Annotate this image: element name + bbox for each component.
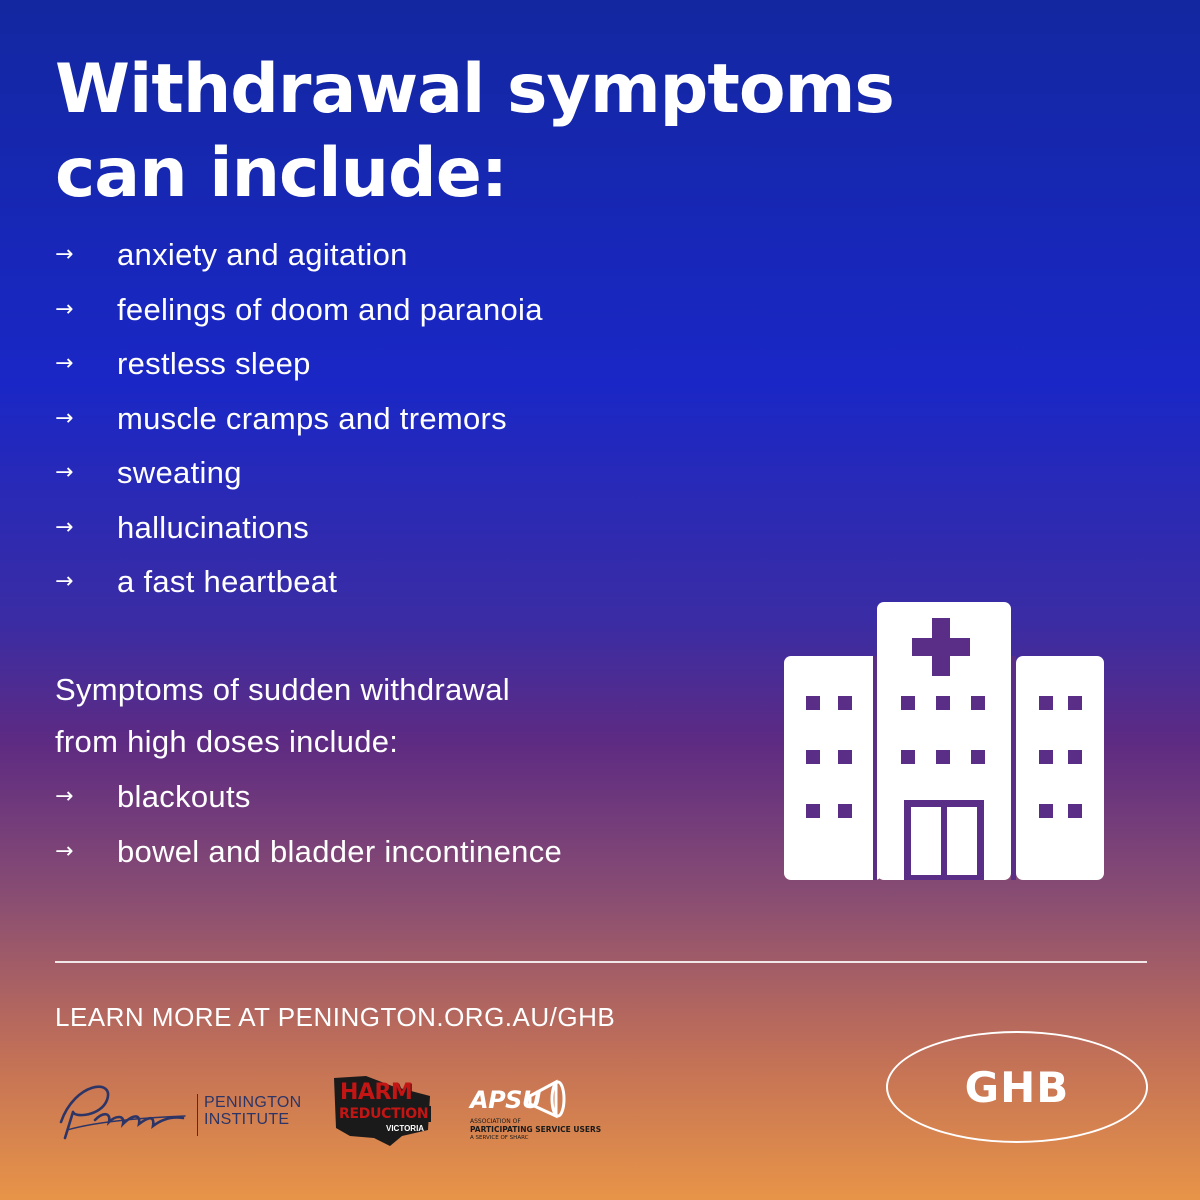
list-item-label: anxiety and agitation xyxy=(117,237,408,272)
list-item-label: sweating xyxy=(117,455,242,490)
arrow-right-icon: → xyxy=(55,514,74,540)
list-item xyxy=(55,291,543,350)
list-item-label: blackouts xyxy=(117,779,251,814)
apsu-wordmark: APSU xyxy=(470,1086,541,1114)
penington-wordmark xyxy=(204,1094,302,1128)
learn-more-link[interactable]: LEARN MORE AT PENINGTON.ORG.AU/GHB xyxy=(55,1002,616,1032)
list-item xyxy=(55,564,543,622)
arrow-right-icon: → xyxy=(55,242,74,267)
harm-reduction-victoria-logo xyxy=(330,1072,440,1152)
list-item-label: restless sleep xyxy=(117,346,311,381)
arrow-right-icon: → xyxy=(55,351,74,376)
penington-institute-logo xyxy=(55,1072,305,1146)
list-item-label: bowel and bladder incontinence xyxy=(117,833,563,869)
list-item xyxy=(55,400,543,459)
penington-wordmark-line-1: PENINGTON xyxy=(204,1094,302,1111)
arrow-right-icon: → xyxy=(55,405,74,431)
apsu-tagline-1: ASSOCIATION OF xyxy=(470,1118,521,1125)
harm-reduction-word-3: VICTORIA xyxy=(386,1124,425,1133)
penington-wordmark-line-2: INSTITUTE xyxy=(204,1111,290,1128)
harm-reduction-word-2: REDUCTION xyxy=(336,1106,431,1122)
list-item xyxy=(55,509,543,568)
apsu-tagline-3: A SERVICE OF SHARC xyxy=(470,1135,529,1141)
arrow-right-icon: → xyxy=(55,569,74,594)
page-title xyxy=(55,48,1155,216)
sudden-withdrawal-heading xyxy=(55,664,695,768)
list-item xyxy=(55,455,543,513)
title-line-1: Withdrawal symptoms xyxy=(55,50,894,129)
harm-reduction-word-1: HARM xyxy=(340,1080,413,1105)
ghb-badge: GHB xyxy=(886,1031,1148,1143)
list-item-label: a fast heartbeat xyxy=(117,564,338,599)
symptom-list xyxy=(55,237,543,622)
list-item-label: hallucinations xyxy=(117,509,310,545)
logo-divider xyxy=(197,1094,198,1136)
footer-divider xyxy=(55,961,1147,963)
arrow-right-icon: → xyxy=(55,784,74,809)
list-item xyxy=(55,833,563,892)
penington-signature-icon xyxy=(55,1072,190,1146)
hospital-building-icon xyxy=(784,602,1104,880)
sudden-withdrawal-line-1: Symptoms of sudden withdrawal xyxy=(55,672,510,707)
list-item xyxy=(55,237,543,295)
list-item-label: muscle cramps and tremors xyxy=(117,400,507,436)
list-item xyxy=(55,346,543,404)
list-item-label: feelings of doom and paranoia xyxy=(117,291,543,327)
arrow-right-icon: → xyxy=(55,838,74,864)
arrow-right-icon: → xyxy=(55,296,74,322)
arrow-right-icon: → xyxy=(55,460,74,485)
apsu-tagline-2: PARTICIPATING SERVICE USERS xyxy=(470,1125,602,1134)
sudden-withdrawal-line-2: from high doses include: xyxy=(55,724,399,759)
sudden-withdrawal-list xyxy=(55,779,563,891)
title-line-2: can include: xyxy=(55,134,508,213)
list-item xyxy=(55,779,562,837)
apsu-logo xyxy=(466,1072,602,1152)
